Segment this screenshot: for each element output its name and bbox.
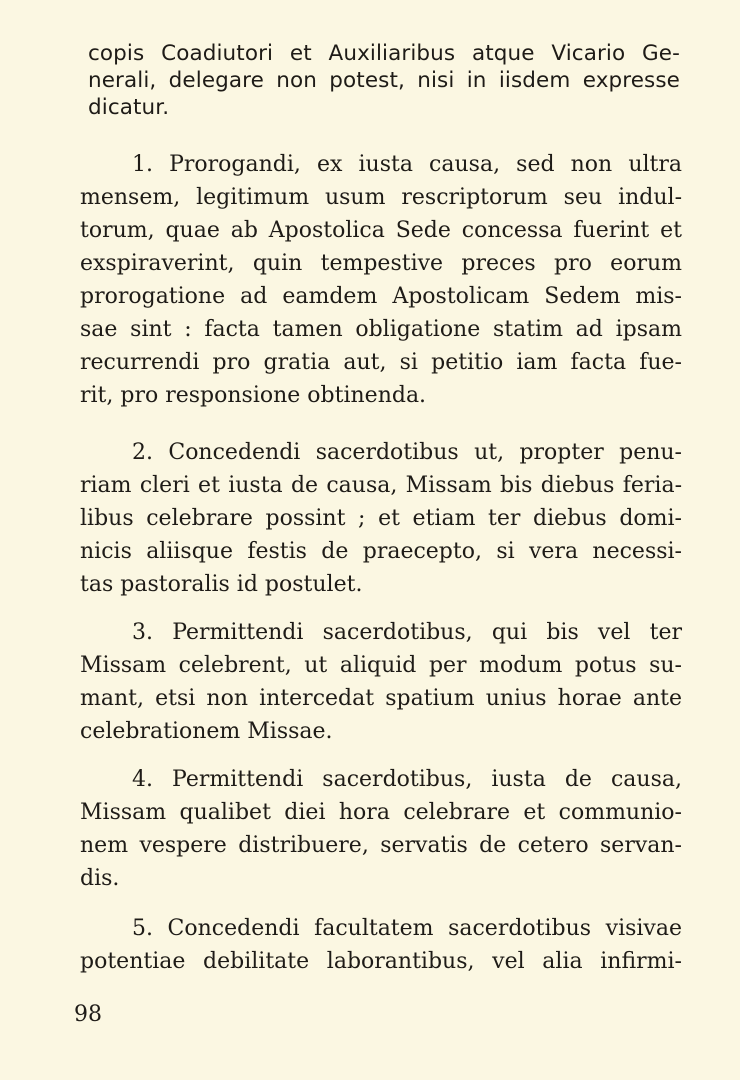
text-line: sae sint : facta tamen obligatione statim ad ipsam <box>80 317 682 342</box>
text-line: dicatur. <box>88 95 170 120</box>
paragraph-5 <box>80 912 682 978</box>
text-line: prorogatione ad eamdem Apostolicam Sedem mis- <box>80 284 682 309</box>
text-line: mant, etsi non intercedat spatium unius horae ante <box>80 686 682 711</box>
text-line: 2. Concedendi sacerdotibus ut, propter penu- <box>132 440 682 465</box>
text-line: rit, pro responsione obtinenda. <box>80 383 427 408</box>
text-line: riam cleri et iusta de causa, Missam bis diebus feria- <box>80 473 682 498</box>
text-line: dis. <box>80 866 120 891</box>
text-line: potentiae debilitate laborantibus, vel alia infirmi- <box>80 949 682 974</box>
text-line: Missam qualibet diei hora celebrare et communio- <box>80 800 682 825</box>
paragraph-3 <box>80 616 682 748</box>
paragraph-1 <box>80 148 682 412</box>
intro-text-block <box>88 40 680 121</box>
text-line: nem vespere distribuere, servatis de cetero servan- <box>80 833 682 858</box>
text-line: tas pastoralis id postulet. <box>80 572 363 597</box>
text-line: Missam celebrent, ut aliquid per modum potus su- <box>80 653 682 678</box>
text-line: 1. Prorogandi, ex iusta causa, sed non ultra <box>132 152 682 177</box>
text-line: torum, quae ab Apostolica Sede concessa fuerint et <box>80 218 682 243</box>
text-line: exspiraverint, quin tempestive preces pro eorum <box>80 251 682 276</box>
paragraph-4 <box>80 763 682 895</box>
text-line: libus celebrare possint ; et etiam ter diebus domi- <box>80 506 682 531</box>
text-line: mensem, legitimum usum rescriptorum seu indul- <box>80 185 682 210</box>
page-number: 98 <box>74 1002 102 1027</box>
text-line: nerali, delegare non potest, nisi in iisdem expresse <box>88 68 680 93</box>
text-line: 5. Concedendi facultatem sacerdotibus visivae <box>132 916 682 941</box>
text-line: 4. Permittendi sacerdotibus, iusta de causa, <box>132 767 682 792</box>
text-line: nicis aliisque festis de praecepto, si vera necessi- <box>80 539 682 564</box>
text-line: celebrationem Missae. <box>80 719 333 744</box>
text-line: copis Coadiutori et Auxiliaribus atque Vicario Ge- <box>88 41 680 66</box>
paragraph-2 <box>80 436 682 601</box>
text-line: 3. Permittendi sacerdotibus, qui bis vel ter <box>132 620 682 645</box>
text-line: recurrendi pro gratia aut, si petitio iam facta fue- <box>80 350 682 375</box>
